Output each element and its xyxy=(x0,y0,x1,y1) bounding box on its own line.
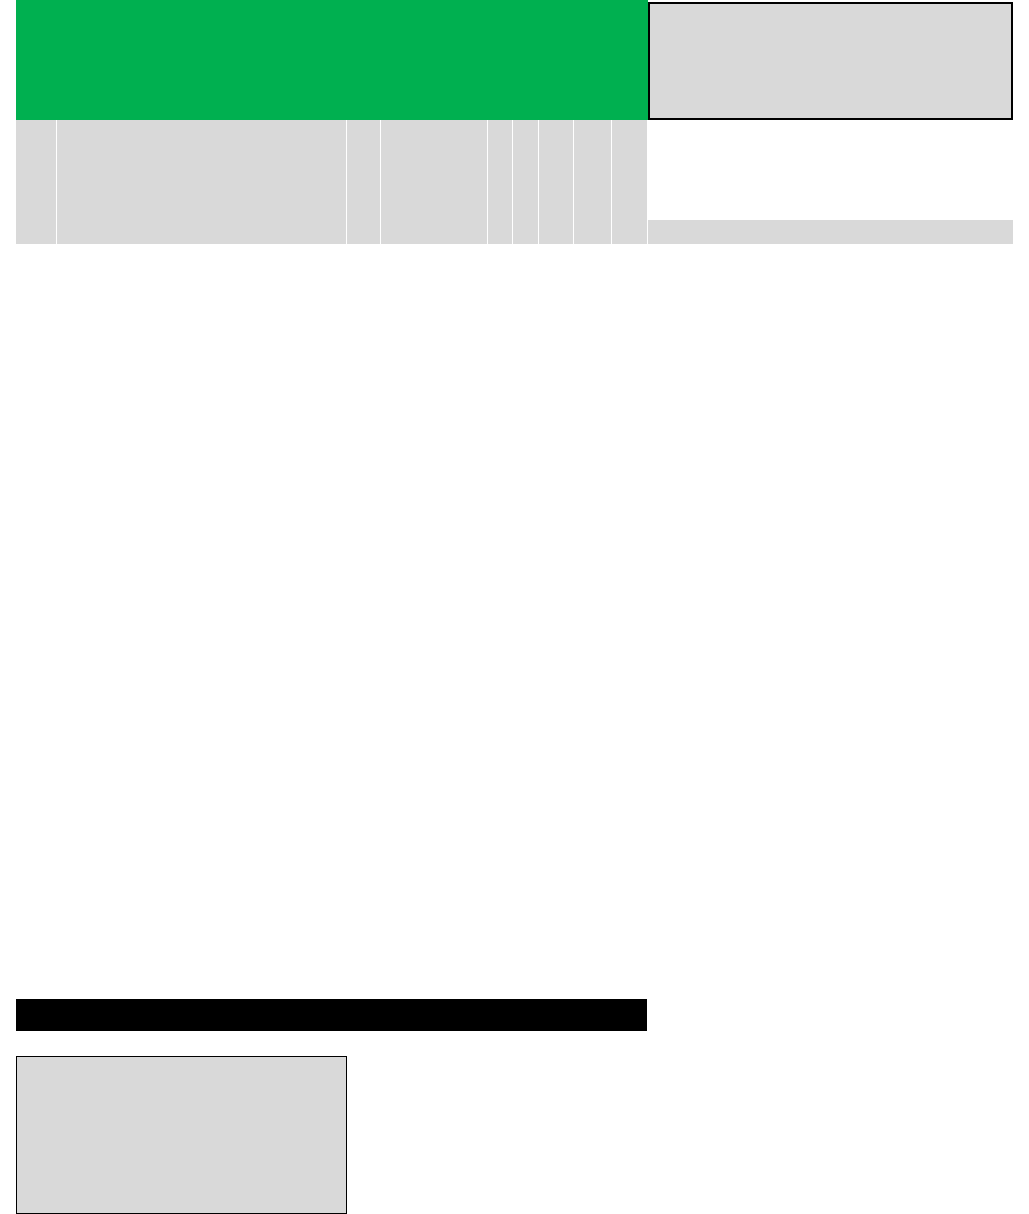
legend-title-cell xyxy=(17,1057,57,1213)
julen-label xyxy=(960,84,992,120)
header-abroad-cell xyxy=(574,120,612,244)
header-dogs-cell xyxy=(612,120,648,244)
color-legend xyxy=(16,1056,347,1214)
header-delivery-cell xyxy=(488,120,513,244)
header-weight-cell xyxy=(539,120,574,244)
header-year-cell xyxy=(347,120,381,244)
header-no xyxy=(16,120,57,244)
header-sleep-cell xyxy=(513,120,539,244)
header-name xyxy=(57,120,347,244)
header-note-box xyxy=(648,2,1013,120)
header-city-cell xyxy=(381,120,488,244)
season-label xyxy=(648,220,1013,244)
title-banner xyxy=(16,0,648,120)
update-bar xyxy=(16,999,647,1031)
